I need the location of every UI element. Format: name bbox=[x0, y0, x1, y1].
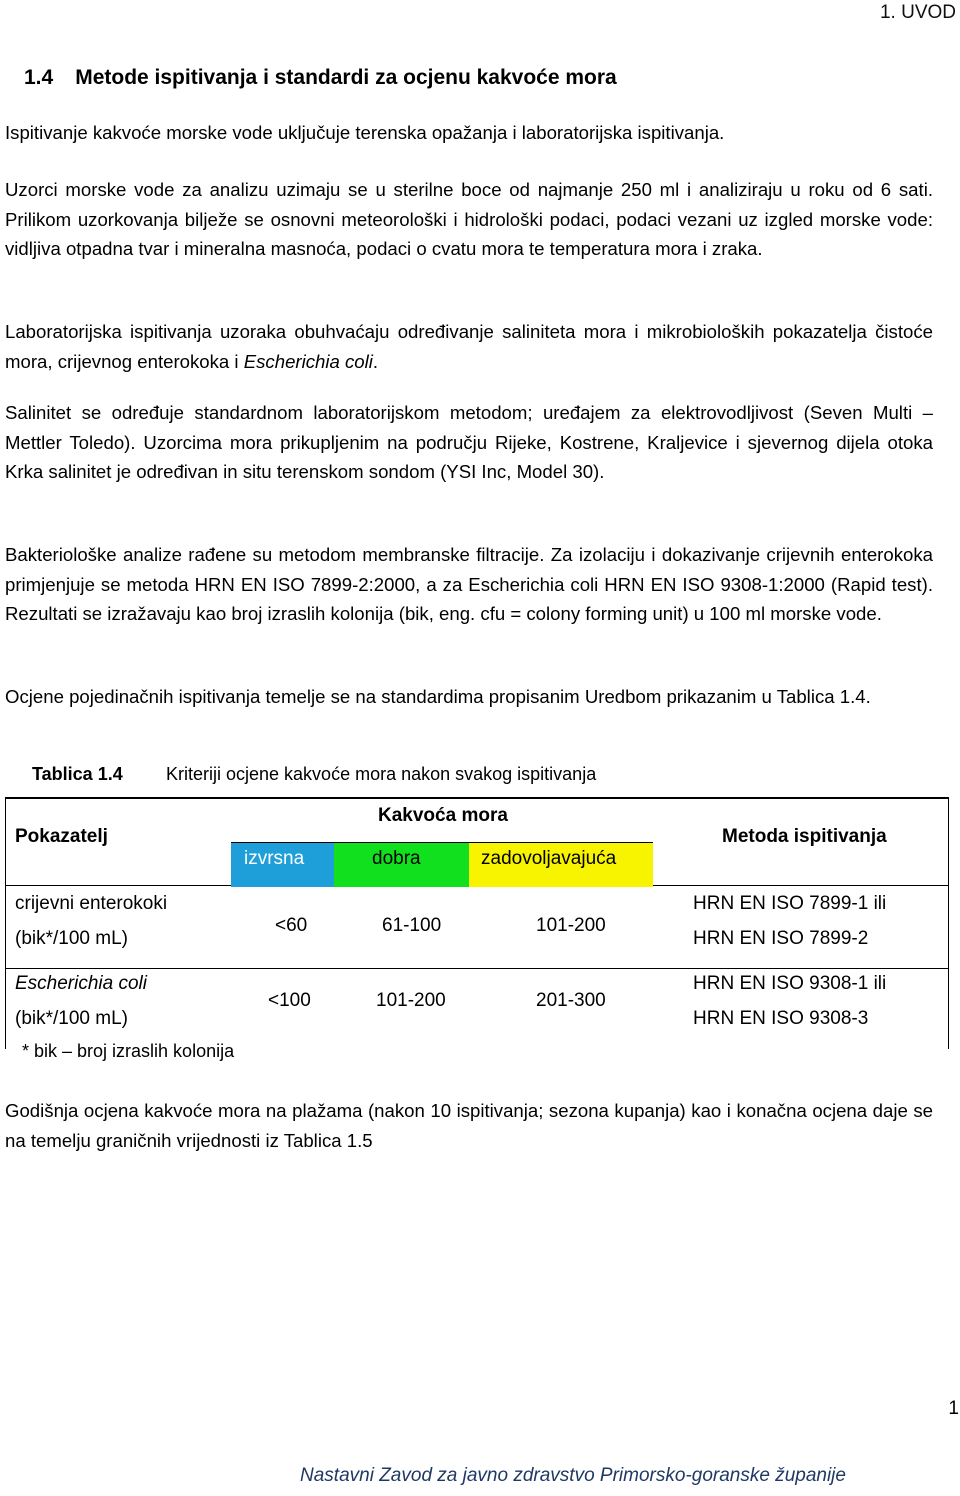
grade-satisfactory-label: zadovoljavajuća bbox=[481, 848, 617, 869]
grade-good-label: dobra bbox=[372, 848, 421, 869]
table-border-right bbox=[948, 797, 949, 1049]
row1-satisfactory-value: 101-200 bbox=[536, 915, 606, 936]
row2-good-value: 101-200 bbox=[376, 990, 446, 1011]
row2-satisfactory-value: 201-300 bbox=[536, 990, 606, 1011]
col-header-method: Metoda ispitivanja bbox=[722, 826, 887, 847]
row1-indicator-unit: (bik*/100 mL) bbox=[15, 928, 128, 949]
paragraph-bacteriology: Bakteriološke analize rađene su metodom membranske filtracije. Za izolaciju i dokazivanje crijevnih enterokoka primjenjuje se metoda HRN EN ISO 7899-2:2000, a za Escherichia coli HRN EN ISO 9308-1:2000 (Rapid test). Rezultati se izražavaju kao broj izraslih kolonija (bik, eng. cfu = colony forming unit) u 100 ml morske vode. bbox=[5, 544, 933, 625]
chapter-header: 1. UVOD bbox=[879, 2, 956, 23]
section-number: 1.4 bbox=[24, 66, 54, 89]
table-border-left bbox=[5, 797, 6, 1049]
paragraph-lab-tests bbox=[5, 317, 933, 376]
row1-method-line1: HRN EN ISO 7899-1 ili bbox=[693, 893, 887, 914]
paragraph-standards: Ocjene pojedinačnih ispitivanja temelje se na standardima propisanim Uredbom prikazanim u Tablica 1.4. bbox=[5, 686, 871, 707]
table-caption-label: Tablica 1.4 bbox=[32, 764, 123, 784]
page-footer: Nastavni Zavod za javno zdravstvo Primorsko-goranske županije bbox=[300, 1465, 846, 1486]
p3-end: . bbox=[372, 350, 379, 372]
section-title: Metode ispitivanja i standardi za ocjenu kakvoće mora bbox=[75, 66, 617, 89]
col-header-indicator: Pokazatelj bbox=[15, 826, 108, 847]
table-caption bbox=[32, 764, 596, 785]
grade-good-band bbox=[334, 843, 469, 887]
table-footnote: * bik – broj izraslih kolonija bbox=[22, 1041, 235, 1061]
row1-indicator-name: crijevni enterokoki bbox=[15, 893, 168, 914]
col-header-quality: Kakvoća mora bbox=[378, 805, 508, 826]
row2-method-line2: HRN EN ISO 9308-3 bbox=[693, 1008, 869, 1029]
table-caption-text: Kriteriji ocjene kakvoće mora nakon svakog ispitivanja bbox=[166, 764, 597, 784]
row1-method-line2: HRN EN ISO 7899-2 bbox=[693, 928, 869, 949]
paragraph-sampling: Uzorci morske vode za analizu uzimaju se u sterilne boce od najmanje 250 ml i analiziraju u roku od 6 sati. Prilikom uzorkovanja bilježe se osnovni meteorološki i hidrološki podaci, podaci vezani uz izgled morske vode: vidljiva otpadna tvar i mineralna masnoća, podaci o cvatu mora te temperatura mora i zraka. bbox=[5, 179, 933, 260]
p3-main-text: Laboratorijska ispitivanja uzoraka obuhvaćaju određivanje saliniteta mora i mikrobioloških pokazatelja čistoće mora, crijevnog enterokoka i bbox=[5, 321, 933, 372]
paragraph-salinity: Salinitet se određuje standardnom laboratorijskom metodom; uređajem za elektrovodljivost (Seven Multi – Mettler Toledo). Uzorcima mora prikupljenim na području Rijeke, Kostrene, Kraljevice i sjevernog dijela otoka Krka salinitet je određivan in situ terenskom sondom (YSI Inc, Model 30). bbox=[5, 402, 933, 483]
row1-excellent-value: <60 bbox=[275, 915, 308, 936]
paragraph-annual-assessment: Godišnja ocjena kakvoće mora na plažama (nakon 10 ispitivanja; sezona kupanja) kao i konačna ocjena daje se na temelju graničnih vrijednosti iz Tablica 1.5 bbox=[5, 1100, 933, 1151]
grade-satisfactory-band bbox=[469, 843, 653, 887]
row1-good-value: 61-100 bbox=[382, 915, 442, 936]
paragraph-intro: Ispitivanje kakvoće morske vode uključuje terenska opažanja i laboratorijska ispitivanja. bbox=[5, 122, 725, 143]
section-heading bbox=[24, 66, 617, 90]
p3-italic-species: Escherichia coli bbox=[243, 350, 373, 372]
grade-excellent-label: izvrsna bbox=[244, 848, 305, 869]
row2-indicator-unit: (bik*/100 mL) bbox=[15, 1008, 128, 1029]
grade-excellent-band bbox=[231, 843, 334, 887]
table-border-row bbox=[5, 968, 949, 969]
page-number: 1 bbox=[948, 1398, 959, 1419]
row2-method-line1: HRN EN ISO 9308-1 ili bbox=[693, 973, 887, 994]
row2-indicator-name: Escherichia coli bbox=[15, 973, 147, 994]
row2-excellent-value: <100 bbox=[268, 990, 311, 1011]
table-border-top bbox=[5, 797, 949, 799]
